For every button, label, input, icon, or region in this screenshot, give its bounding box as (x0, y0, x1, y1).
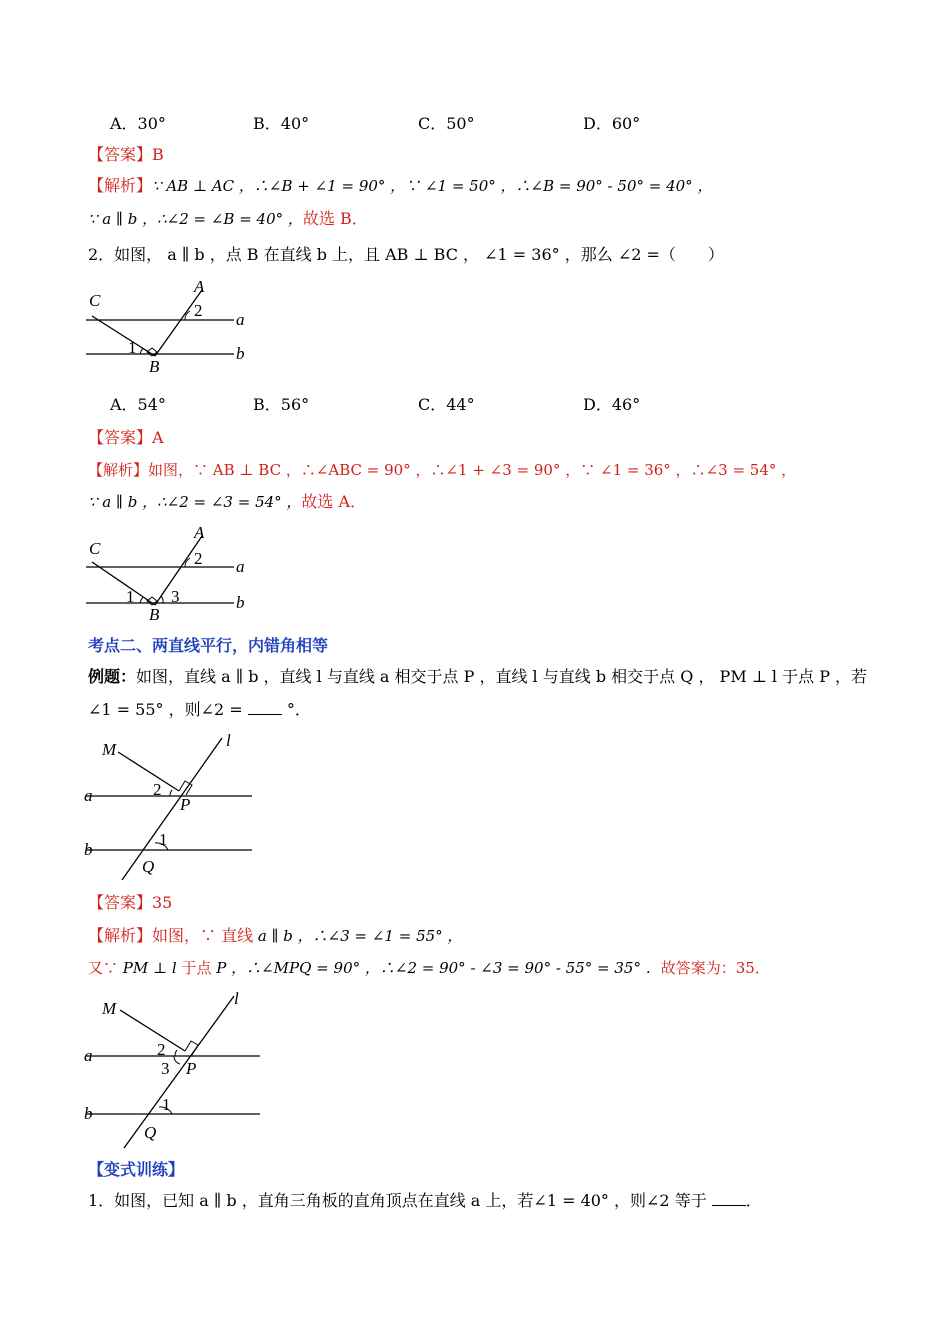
practice-answer-blank[interactable] (712, 1191, 746, 1206)
q2-option-b: B．56° (253, 395, 310, 414)
answer-blank[interactable] (248, 700, 282, 715)
label-B: B (149, 357, 160, 374)
section-heading: 考点二、两直线平行，内错角相等 (88, 636, 329, 655)
label-l: l (226, 731, 231, 750)
label-Q: Q (144, 1123, 157, 1142)
analysis-m3: 35． (735, 959, 770, 977)
label-a: a (236, 310, 245, 329)
q2-option-d: D．46° (583, 395, 641, 414)
q2-answer: 【答案】A (88, 428, 164, 447)
label-3: 3 (171, 587, 180, 606)
q1-analysis-math: ∵ AB ⊥ AC ，∴∠B + ∠1 = 90° ，∵ ∠1 = 50° ，∴∠B = 90° - 50° = 40° ， (152, 177, 713, 195)
label-2: 2 (194, 301, 203, 320)
example-line2 (88, 700, 311, 720)
q1-conclusion: 故选 B． (302, 209, 368, 228)
analysis-label: 【解析】 (88, 176, 153, 195)
analysis-m1: PM ⊥ l (118, 959, 182, 977)
analysis-m2: P ，∴∠MPQ = 90° ，∴∠2 = 90° - ∠3 = 90° - 55° = 35° ． (211, 959, 661, 977)
q1-option-c: C．50° (418, 114, 475, 133)
q2-conclusion: 故选 A． (301, 492, 367, 511)
example-answer: 【答案】35 (88, 893, 173, 912)
label-1: 1 (162, 1095, 171, 1114)
analysis-math: a ∥ b ，∴∠3 = ∠1 = 55° ， (253, 927, 463, 945)
example-text: 如图，直线 a ∥ b ，直线 l 与直线 a 相交于点 P ，直线 l 与直线 b 相交于点 Q ， PM ⊥ l 于点 P ，若 (136, 667, 868, 686)
example-line1 (88, 667, 867, 687)
practice-q1-end: ． (745, 1191, 762, 1210)
q1-answer: 【答案】B (88, 145, 164, 164)
label-A: A (194, 524, 205, 542)
label-2: 2 (153, 780, 162, 799)
practice-q1-text: 1．如图，已知 a ∥ b ，直角三角板的直角顶点在直线 a 上，若∠1 = 40° ，则∠2 等于 (88, 1191, 707, 1210)
label-1: 1 (126, 587, 135, 606)
q1-analysis-math2: ∵ a ∥ b ，∴∠2 = ∠B = 40° ， (88, 210, 303, 228)
label-b: b (236, 344, 245, 363)
q1-analysis-line1 (88, 176, 712, 196)
q2-option-c: C．44° (418, 395, 475, 414)
example-analysis-line2 (88, 958, 770, 978)
example-analysis-line1 (88, 926, 462, 946)
label-a: a (84, 786, 93, 805)
analysis-red-2: 于点 (181, 959, 212, 977)
example-line2-post: °． (286, 700, 311, 719)
label-1: 1 (159, 830, 168, 849)
label-B: B (149, 605, 160, 624)
q2-analysis-math2: ∵ a ∥ b ，∴∠2 = ∠3 = 54° ， (88, 493, 302, 511)
q2-stem: 2．如图， a ∥ b ，点 B 在直线 b 上，且 AB ⊥ BC ， ∠1 = 36° ，那么 ∠2 =（ ） (88, 245, 724, 264)
label-C: C (89, 539, 101, 558)
label-A: A (194, 278, 205, 296)
label-C: C (89, 291, 101, 310)
practice-q1 (88, 1191, 762, 1211)
q2-analysis-line1: 【解析】如图，∵ AB ⊥ BC ，∴∠ABC = 90° ，∴∠1 + ∠3 = 90° ，∵ ∠1 = 36° ，∴∠3 = 54° ， (88, 461, 797, 479)
label-b: b (84, 840, 93, 859)
label-a: a (84, 1046, 93, 1065)
label-b: b (84, 1104, 93, 1123)
q1-option-d: D．60° (583, 114, 641, 133)
example-label: 例题： (88, 667, 137, 686)
label-P: P (186, 1059, 197, 1078)
example-line2-text: ∠1 = 55° ，则∠2 = (88, 700, 243, 719)
q2-option-a: A．54° (110, 395, 166, 414)
analysis-red-1: 又∵ (88, 959, 119, 977)
label-b: b (236, 593, 245, 612)
q2-analysis-line2 (88, 492, 366, 512)
analysis-red-text: 【解析】如图，∵ 直线 (88, 926, 254, 945)
label-M: M (102, 999, 117, 1018)
q2-figure (84, 278, 264, 374)
q1-analysis-line2 (88, 209, 368, 229)
label-2: 2 (194, 549, 203, 568)
label-a: a (236, 557, 245, 576)
label-Q: Q (142, 857, 155, 876)
practice-heading: 【变式训练】 (88, 1160, 185, 1179)
label-2: 2 (157, 1040, 166, 1059)
analysis-red-3: 故答案为： (660, 959, 736, 977)
q1-option-a: A．30° (110, 114, 166, 133)
q1-option-b: B．40° (253, 114, 310, 133)
label-P: P (180, 795, 191, 814)
label-1: 1 (128, 338, 137, 357)
label-3: 3 (161, 1059, 170, 1078)
analysis-figure (84, 988, 274, 1152)
label-l: l (234, 989, 239, 1008)
q2-analysis-figure (84, 524, 264, 624)
label-M: M (102, 740, 117, 759)
example-figure (84, 730, 264, 886)
